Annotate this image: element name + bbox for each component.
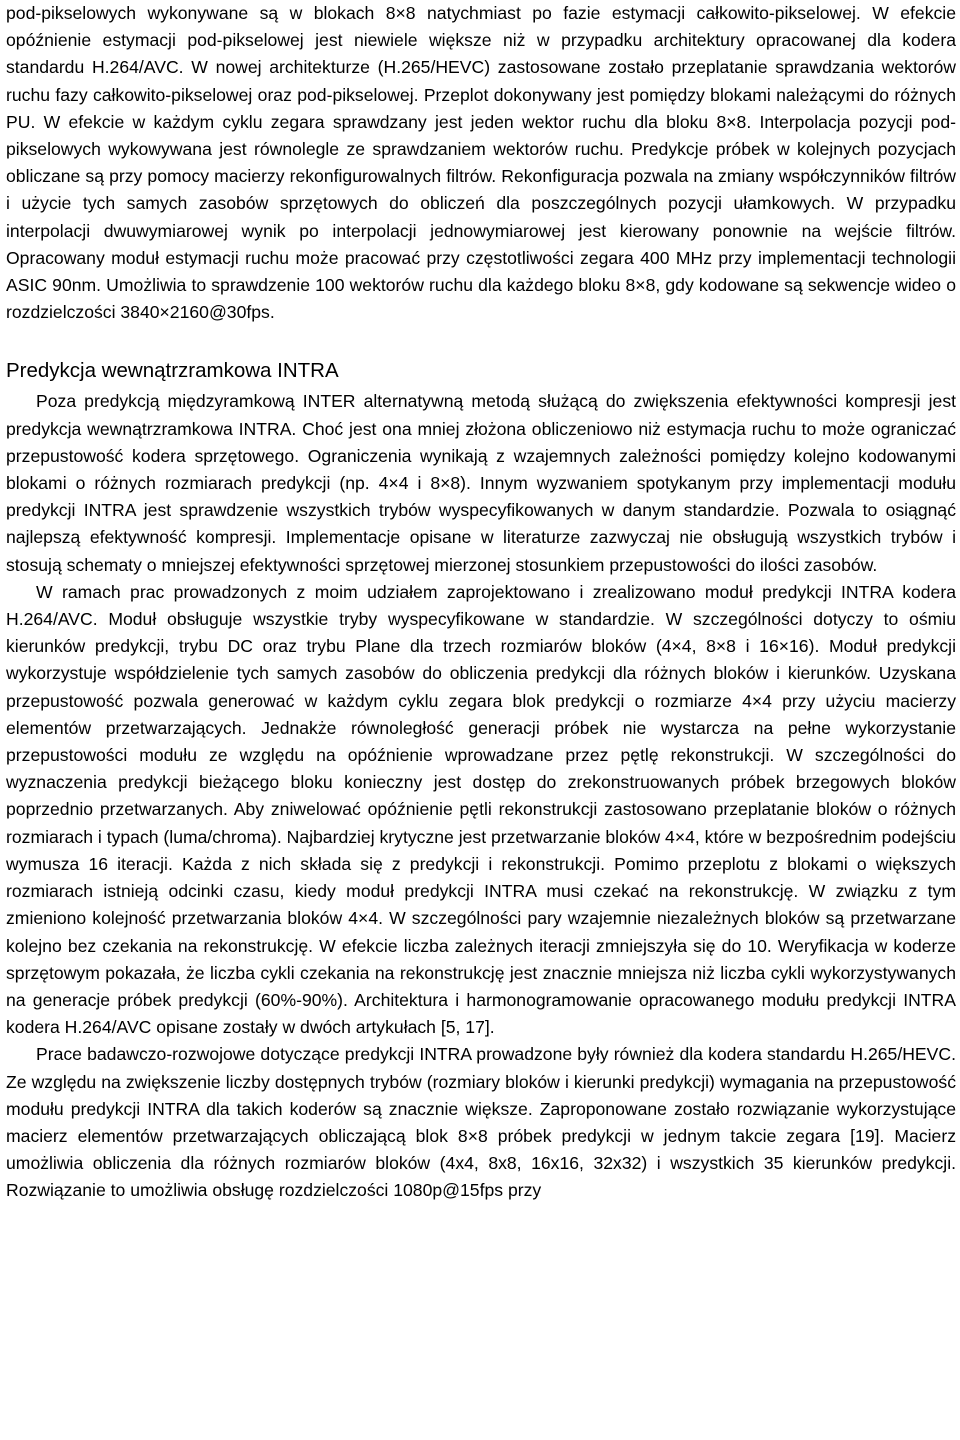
spacer (6, 326, 956, 357)
paragraph-intra-h264: W ramach prac prowadzonych z moim udziałem zaprojektowano i zrealizowano moduł predykcji INTRA kodera H.264/AVC. Moduł obsługuje wszystkie tryby wyspecyfikowane w standardzie. W szczególności dotyczy to ośmiu kierunków predykcji, trybu DC oraz trybu Plane dla trzech rozmiarów bloków (4×4, 8×8 i 16×16). Moduł predykcji wykorzystuje współdzielenie tych samych zasobów do obliczenia predykcji dla różnych bloków i kierunków. Uzyskana przepustowość pozwala generować w każdym cyklu zegara blok predykcji o rozmiarze 4×4 przy użyciu macierzy elementów przetwarzających. Jednakże równoległość generacji próbek nie wystarcza na pełne wykorzystanie przepustowości modułu ze względu na opóźnienie wprowadzane przez pętlę rekonstrukcji. W szczególności do wyznaczenia predykcji bieżącego bloku konieczny jest dostęp do zrekonstruowanych próbek brzegowych bloków poprzednio przetwarzanych. Aby zniwelować opóźnienie pętli rekonstrukcji zastosowano przeplatanie bloków o różnych rozmiarach i typach (luma/chroma). Najbardziej krytyczne jest przetwarzanie bloków 4×4, które w bezpośrednim podejściu wymusza 16 iteracji. Każda z nich składa się z predykcji i rekonstrukcji. Pomimo przeplotu z blokami o większych rozmiarach istnieją odcinki czasu, kiedy moduł predykcji INTRA musi czekać na rekonstrukcję. W związku z tym zmieniono kolejność przetwarzania bloków 4×4. W szczególności pary wzajemnie niezależnych bloków są przetwarzane kolejno bez czekania na rekonstrukcję. W efekcie liczba zależnych iteracji zmniejszyła się do 10. Weryfikacja w koderze sprzętowym pokazała, że liczba cykli czekania na rekonstrukcję jest znacznie mniejsza niż liczba cykli wykorzystywanych na generacje próbek predykcji (60%-90%). Architektura i harmonogramowanie opracowanego modułu predykcji INTRA kodera H.264/AVC opisane zostały w dwóch artykułach [5, 17]. (6, 581, 956, 1038)
section-heading-intra: Predykcja wewnątrzramkowa INTRA (6, 359, 339, 383)
document-page (6, 0, 956, 1205)
paragraph-intra-intro: Poza predykcją międzyramkową INTER alternatywną metodą służącą do zwiększenia efektywności kompresji jest predykcja wewnątrzramkowa INTRA. Choć jest ona mniej złożona obliczeniowo niż estymacja ruchu to może ograniczać przepustowość kodera sprzętowego. Ograniczenia wynikają z wzajemnych zależności pomiędzy kolejno kodowanymi blokami o różnych rozmiarach predykcji (np. 4×4 i 8×8). Innym wyzwaniem spotykanym przy implementacji modułu predykcji INTRA jest sprawdzenie wszystkich trybów wyspecyfikowanych w danym standardzie. Pozwala to osiągnąć najlepszą efektywność kompresji. Implementacje opisane w literaturze zazwyczaj nie obsługują wszystkich trybów i stosują schematy o mniejszej efektywności sprzętowej mierzonej stosunkiem przepustowości do ilości zasobów. (6, 391, 956, 575)
paragraph-intra-hevc: Prace badawczo-rozwojowe dotyczące predykcji INTRA prowadzone były również dla kodera standardu H.265/HEVC. Ze względu na zwiększenie liczby dostępnych trybów (rozmiary bloków i kierunki predykcji) wymagania na przepustowość modułu predykcji INTRA dla takich koderów są znacznie większe. Zaproponowane zostało rozwiązanie wykorzystujące macierz elementów przetwarzających obliczającą blok 8×8 próbek predykcji w jednym takcie zegara [19]. Macierz umożliwia obliczenia dla różnych rozmiarów bloków (4x4, 8x8, 16x16, 32x32) i wszystkich 35 kierunków predykcji. Rozwiązanie to umożliwia obsługę rozdzielczości 1080p@15fps przy (6, 1044, 956, 1201)
paragraph-motion-estimation: pod-pikselowych wykonywane są w blokach 8×8 natychmiast po fazie estymacji całkowito-pikselowej. W efekcie opóźnienie estymacji pod-pikselowej jest niewiele większe niż w przypadku architektury opracowanej dla kodera standardu H.264/AVC. W nowej architekturze (H.265/HEVC) zastosowane zostało przeplatanie sprawdzania wektorów ruchu fazy całkowito-pikselowej oraz pod-pikselowej. Przeplot dokonywany jest pomiędzy blokami należącymi do różnych PU. W efekcie w każdym cyklu zegara sprawdzany jest jeden wektor ruchu dla bloku 8×8. Interpolacja pozycji pod-pikselowych wykowywana jest równolegle ze sprawdzaniem wektorów ruchu. Predykcje próbek w kolejnych pozycjach obliczane są przy pomocy macierzy rekonfigurowalnych filtrów. Rekonfiguracja pozwala na zmiany współczynników filtrów i użycie tych samych zasobów sprzętowych do obliczeń dla poszczególnych pozycji ułamkowych. W przypadku interpolacji dwuwymiarowej wynik po interpolacji jednowymiarowej jest kierowany ponownie na wejście filtrów. Opracowany moduł estymacji ruchu może pracować przy częstotliwości zegara 400 MHz przy implementacji technologii ASIC 90nm. Umożliwia to sprawdzenie 100 wektorów ruchu dla każdego bloku 8×8, gdy kodowane są sekwencje wideo o rozdzielczości 3840×2160@30fps. (6, 3, 956, 323)
